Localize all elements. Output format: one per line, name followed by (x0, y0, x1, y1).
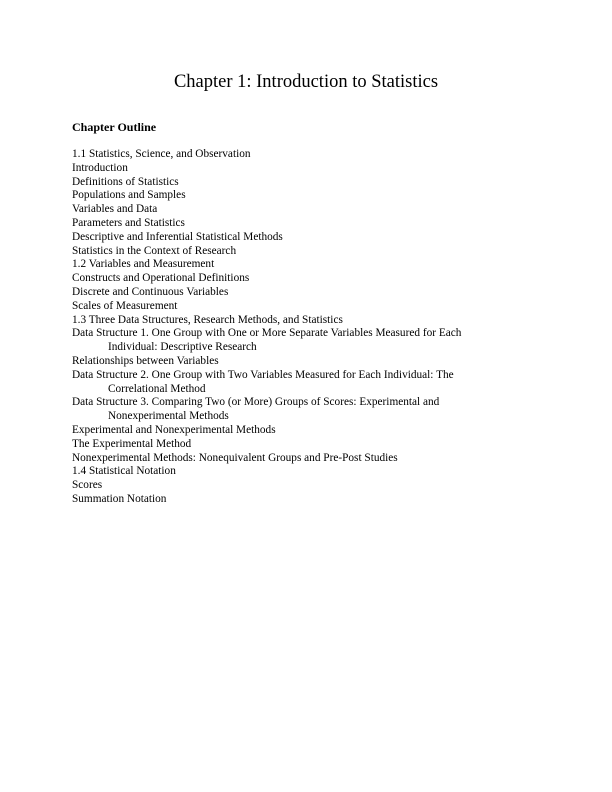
outline-item (72, 369, 542, 397)
outline-item (72, 162, 542, 176)
outline-entry-text: Summation Notation (72, 492, 167, 505)
outline-item (72, 217, 542, 231)
outline-item (72, 493, 542, 507)
outline-item (72, 327, 542, 355)
outline-entry-continuation: Nonexperimental Methods (108, 410, 229, 423)
outline-item (72, 355, 542, 369)
outline-section (72, 148, 542, 162)
outline-entry-text: Data Structure 3. Comparing Two (or More) Groups of Scores: Experimental and (72, 396, 440, 409)
outline-item (72, 245, 542, 259)
outline-entry-text: Nonexperimental Methods: Nonequivalent Groups and Pre-Post Studies (72, 451, 398, 464)
outline-heading: Chapter Outline (72, 120, 157, 134)
outline-entry-text: Parameters and Statistics (72, 216, 185, 229)
outline-entry-text: Relationships between Variables (72, 354, 219, 367)
outline-item (72, 272, 542, 286)
outline-item (72, 452, 542, 466)
outline-entry-text: Definitions of Statistics (72, 175, 179, 188)
outline-section (72, 314, 542, 328)
outline-entry-text: 1.2 Variables and Measurement (72, 258, 215, 271)
outline-entry-text: Scores (72, 479, 103, 492)
outline-entry-text: 1.4 Statistical Notation (72, 465, 176, 478)
outline-section (72, 465, 542, 479)
outline-entry-text: 1.1 Statistics, Science, and Observation (72, 148, 251, 160)
outline-entry-text: Discrete and Continuous Variables (72, 285, 229, 298)
outline-entry-text: Variables and Data (72, 203, 158, 216)
outline-entry-continuation: Correlational Method (108, 382, 206, 395)
chapter-title: Chapter 1: Introduction to Statistics (173, 72, 439, 92)
outline-entry-text: Data Structure 2. One Group with Two Variables Measured for Each Individual: The (72, 368, 454, 381)
outline-entry-text: Experimental and Nonexperimental Methods (72, 423, 276, 436)
outline-entry-text: Data Structure 1. One Group with One or More Separate Variables Measured for Each (72, 327, 462, 340)
outline-item (72, 300, 542, 314)
chapter-outline-list (72, 148, 542, 507)
outline-entry-text: Constructs and Operational Definitions (72, 272, 250, 285)
outline-entry-text: Statistics in the Context of Research (72, 244, 237, 257)
outline-entry-text: Descriptive and Inferential Statistical Methods (72, 230, 283, 243)
outline-item (72, 396, 542, 424)
outline-item (72, 203, 542, 217)
outline-entry-text: 1.3 Three Data Structures, Research Methods, and Statistics (72, 313, 343, 326)
outline-entry-text: Introduction (72, 161, 128, 174)
outline-entry-text: Populations and Samples (72, 189, 186, 202)
outline-item (72, 479, 542, 493)
outline-item (72, 231, 542, 245)
outline-item (72, 438, 542, 452)
outline-item (72, 176, 542, 190)
outline-entry-text: The Experimental Method (72, 437, 192, 450)
outline-section (72, 258, 542, 272)
outline-entry-continuation: Individual: Descriptive Research (108, 341, 257, 354)
outline-item (72, 189, 542, 203)
outline-item (72, 424, 542, 438)
outline-item (72, 286, 542, 300)
outline-entry-text: Scales of Measurement (72, 299, 178, 312)
